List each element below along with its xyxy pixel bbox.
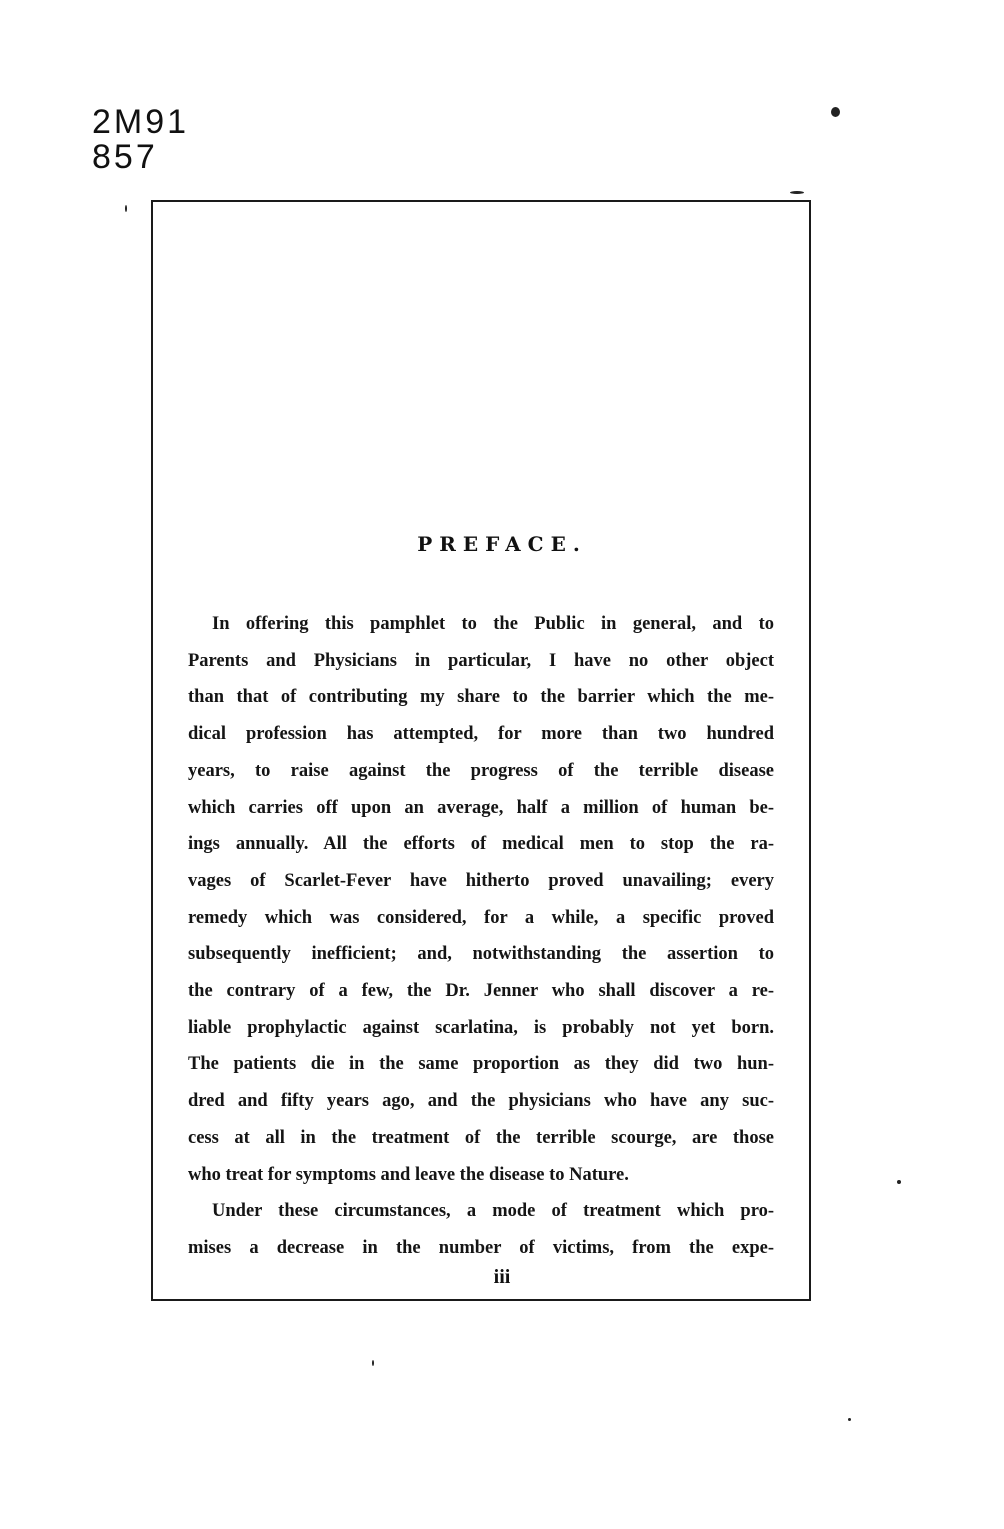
- scan-speck: [125, 205, 127, 212]
- text-line: ings annually. All the efforts of medical men to stop the ra-: [188, 834, 774, 855]
- page-heading: PREFACE.: [417, 532, 587, 556]
- text-line: which carries off upon an average, half a million of human be-: [188, 797, 774, 818]
- shelfmark-line-2: 857: [92, 138, 158, 176]
- text-line: years, to raise against the progress of the terrible disease: [188, 760, 774, 781]
- paragraph-2: [188, 1193, 774, 1266]
- paragraph-1: [188, 606, 774, 1193]
- text-line: remedy which was considered, for a while, a specific proved: [188, 907, 774, 928]
- text-line: The patients die in the same proportion as they did two hun-: [188, 1054, 774, 1075]
- text-line: dical profession has attempted, for more than two hundred: [188, 724, 774, 745]
- text-line: Under these circumstances, a mode of treatment which pro-: [212, 1201, 774, 1222]
- text-line: mises a decrease in the number of victims, from the expe-: [188, 1237, 774, 1258]
- text-line: the contrary of a few, the Dr. Jenner who shall discover a re-: [188, 981, 774, 1002]
- scan-speck: [897, 1180, 901, 1184]
- page-number: iii: [493, 1266, 511, 1288]
- text-line: In offering this pamphlet to the Public in general, and to: [212, 614, 774, 634]
- scan-speck: [848, 1418, 851, 1421]
- scan-speck: [831, 107, 840, 117]
- text-line: cess at all in the treatment of the terrible scourge, are those: [188, 1127, 774, 1148]
- scan-speck: [372, 1360, 374, 1366]
- text-line: than that of contributing my share to the barrier which the me-: [188, 687, 774, 708]
- scan-speck: [790, 191, 804, 194]
- text-line: vages of Scarlet-Fever have hitherto proved unavailing; every: [188, 870, 774, 891]
- shelfmark-line-1: 2M91: [92, 103, 190, 141]
- text-line: who treat for symptoms and leave the disease to Nature.: [188, 1164, 629, 1185]
- text-line: liable prophylactic against scarlatina, is probably not yet born.: [188, 1017, 774, 1038]
- body-text: [188, 606, 774, 1267]
- text-line: Parents and Physicians in particular, I have no other object: [188, 650, 774, 671]
- text-line: subsequently inefficient; and, notwithstanding the assertion to: [188, 944, 774, 965]
- text-line: dred and fifty years ago, and the physicians who have any suc-: [188, 1091, 774, 1112]
